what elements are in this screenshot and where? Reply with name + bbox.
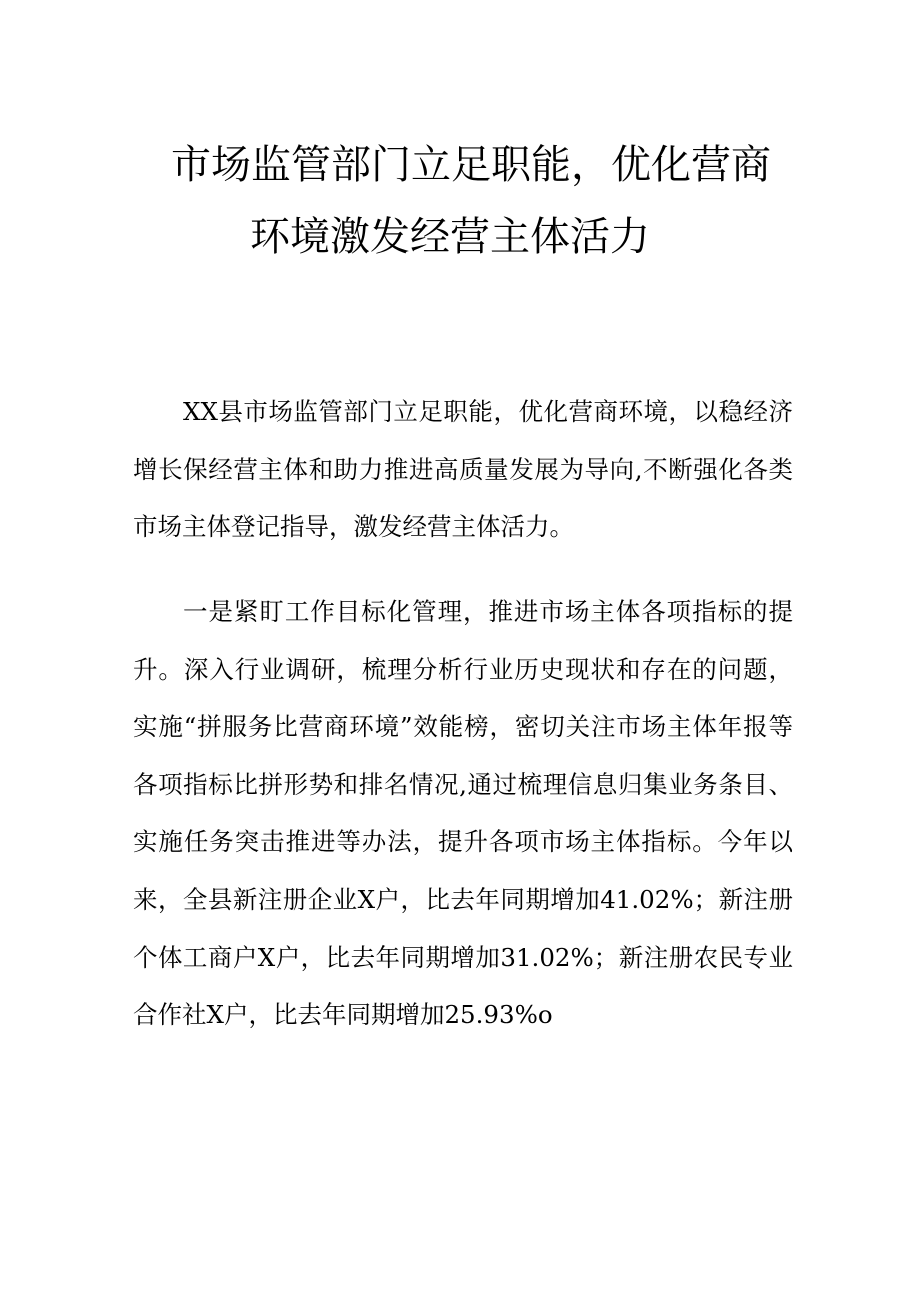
paragraph-target-management: 一是紧盯工作目标化管理，推进市场主体各项指标的提升。深入行业调研，梳理分析行业历史现状和存在的问题，实施“拼服务比营商环境”效能榜，密切关注市场主体年报等各项指标比拼形势和排名情况,通过梳理信息归集业务条目、实施任务突击推进等办法，提升各项市场主体指标。今年以来，全县新注册企业X户，比去年同期增加41.02%；新注册个体工商户X户，比去年同期增加31.02%；新注册农民专业合作社X户，比去年同期增加25.93%o	[133, 597, 793, 1030]
document-title-line-2: 环境激发经营主体活力	[250, 214, 650, 260]
paragraph-intro: XX县市场监管部门立足职能，优化营商环境，以稳经济增长保经营主体和助力推进高质量发展为导向,不断强化各类市场主体登记指导，激发经营主体活力。	[133, 397, 793, 542]
document-title-line-1: 市场监管部门立足职能，优化营商	[171, 142, 771, 188]
